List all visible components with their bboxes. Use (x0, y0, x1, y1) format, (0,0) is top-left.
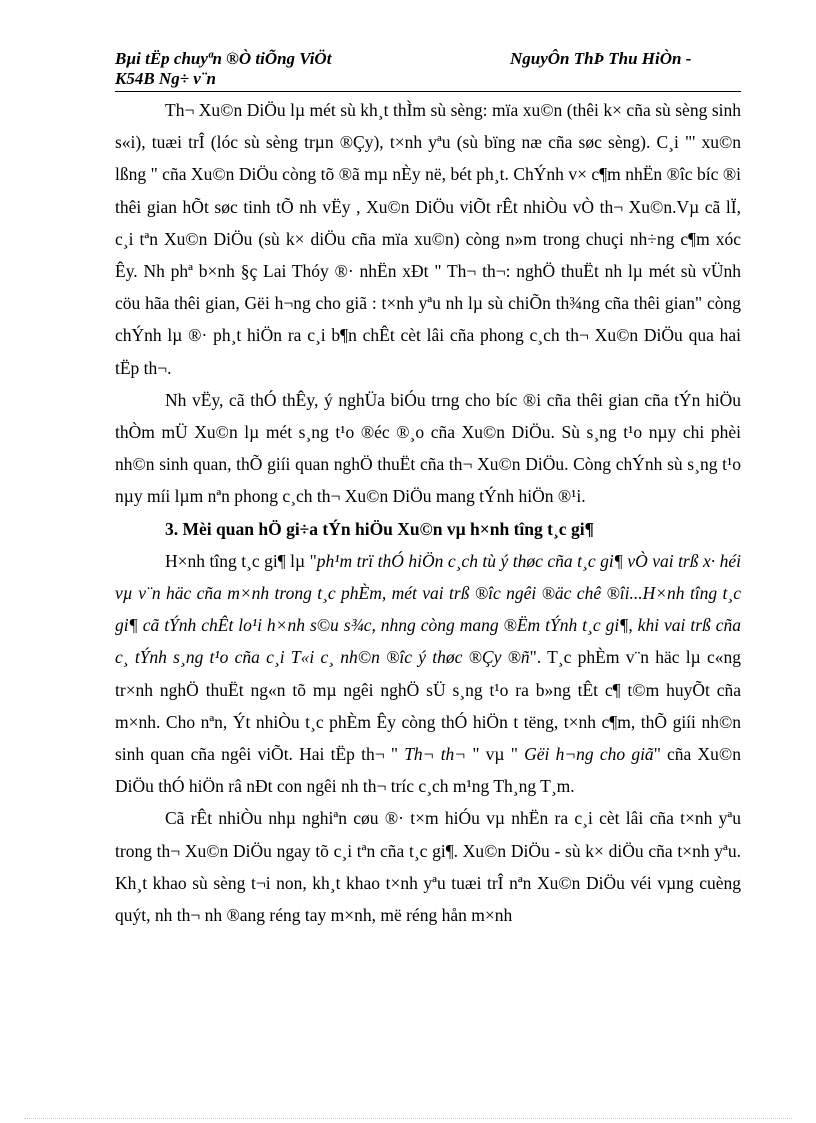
book-title-tho-tho: Th¬ th¬ (404, 744, 473, 765)
document-body (115, 94, 741, 931)
paragraph-2: Nh vËy, cã thÓ thÊy, ý nghÜa biÓu trng cho bíc ®i cña thêi gian cña tÝn hiÖu thÒm mÜ Xu©n lµ mét s¸ng t¹o ®éc ®¸o cña Xu©n DiÖu. Sù s¸ng t¹o nµy chi phèi nh©n sinh quan, thÕ giíi quan nghÖ thuËt cña th¬ Xu©n DiÖu. Còng chÝnh sù s¸ng t¹o nµy míi lµm nªn phong c¸ch th¬ Xu©n DiÖu mang tÝnh hiÖn ®¹i. (115, 389, 741, 507)
header-class: K54B Ng÷ v¨n (115, 69, 216, 88)
paragraph-4: Cã rÊt nhiÒu nhµ nghiªn cøu ®· t×m hiÓu vµ nhËn ra c¸i cèt lâi cña t×nh yªu trong th¬ Xu©n DiÖu ngay tõ c¸i tªn cña t¸c gi¶. Xu©n DiÖu - sù k× diÖu cña t×nh yªu. Kh¸t khao sù sèng t¬i non, kh¸t khao t×nh yªu tuæi trÎ nªn Xu©n DiÖu véi vµng cuèng quýt, nh th¬ nh ®ang réng tay m×nh, më réng hån m×nh (115, 808, 741, 926)
header-author: NguyÔn ThÞ Thu HiÒn - (510, 49, 692, 68)
header-title: Bµi tËp chuyªn ®Ò tiÕng ViÖt (115, 49, 332, 68)
paragraph-3 (115, 545, 741, 803)
book-title-goi-huong: Gëi h¬ng cho giã (524, 744, 654, 765)
paragraph-3-text-c: ". T¸c phÈm v¨n häc lµ c«ng tr×nh nghÖ thuËt ng«n tõ mµ ngêi nghÖ sÜ s¸ng t¹o ra b»ng tÊt c¶ t©m huyÕt cña m×nh. Cho nªn, Ýt nhiÒu t¸c phÈm Êy còng thÓ hiÖn t tëng, t×nh c¶m, thÕ giíi nh©n sinh quan cña ngêi viÕt. Hai tËp th¬ " (115, 647, 741, 765)
paragraph-3-text-a: H×nh tîng t¸c gi¶ lµ " (165, 550, 317, 571)
paragraph-3-text-e: " vµ " (472, 744, 525, 765)
paragraph-3-text-g: " cña Xu©n DiÖu thÓ hiÖn râ nÐt con ngêi nh th¬ tríc c¸ch m¹ng Th¸ng T¸m. (115, 744, 741, 797)
page-bottom-border (24, 1118, 792, 1119)
section-heading: 3. Mèi quan hÖ gi÷a tÝn hiÖu Xu©n vµ h×nh tîng t¸c gi¶ (165, 518, 595, 539)
header-divider (115, 91, 741, 92)
paragraph-1: Th¬ Xu©n DiÖu lµ mét sù kh¸t thÌm sù sèng: mïa xu©n (thêi k× cña sù sèng sinh s«i), tuæi trÎ (lóc sù sèng trµn ®Çy), t×nh yªu (sù bïng næ cña søc sèng). C¸i "' xu©n lßng " cña Xu©n DiÖu còng tõ ®ã mµ nÈy në, bét ph¸t. ChÝnh v× c¶m nhËn ®îc bíc ®i thêi gian hÕt søc tinh tÕ nh vËy , Xu©n DiÖu viÕt rÊt nhiÒu vÒ th¬ Xu©n.Vµ cã lÏ, c¸i tªn Xu©n DiÖu (sù k× diÖu cña mïa xu©n) còng n»m trong chuçi nh÷ng c¶m xóc Êy. Nh phª b×nh §ç Lai Thóy ®· nhËn xÐt " Th¬ th¬: nghÖ thuËt nh lµ mét sù vÜnh cöu hãa thêi gian, Gëi h¬ng cho giã : t×nh yªu nh lµ sù chiÕn th¾ng cña thêi gian" còng chÝnh lµ ®· ph¸t hiÖn ra c¸i b¶n chÊt cèt lâi cña phong c¸ch th¬ Xu©n DiÖu qua hai tËp th¬. (115, 100, 741, 378)
quote-definition: ph¹m trï thÓ hiÖn c¸ch tù ý thøc cña t¸c gi¶ vÒ vai trß x· héi vµ v¨n häc cña m×nh trong t¸c phÈm, mét vai trß ®îc ngêi ®äc chê ®îi...H×nh tîng t¸c gi¶ cã tÝnh chÊt lo¹i h×nh s©u s¾c, nhng còng mang ®Ëm tÝnh t¸c gi¶, khi vai trß cña c¸ tÝnh s¸ng t¹o cña c¸i T«i c¸ nh©n ®îc ý thøc ®Çy ®ñ (115, 550, 741, 668)
